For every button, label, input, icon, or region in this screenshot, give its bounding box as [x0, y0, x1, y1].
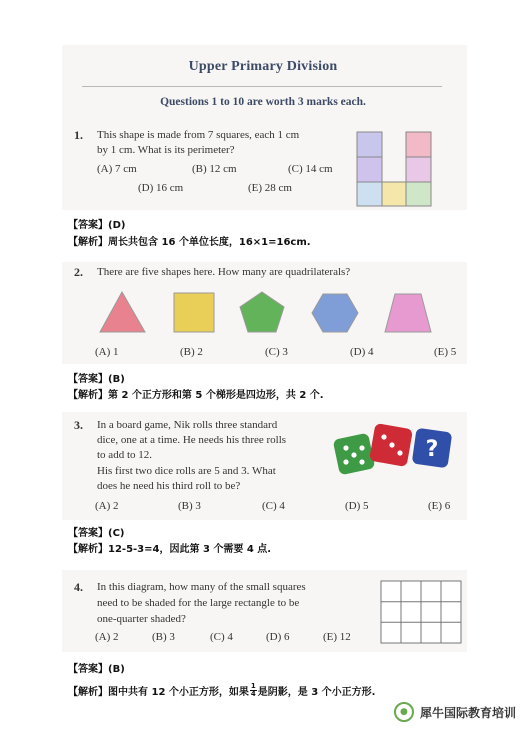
q2-answer-label: 【答案】	[68, 374, 108, 385]
q4-option-a: (A) 2	[95, 631, 119, 643]
q3-dice-figure	[332, 420, 457, 480]
green-die-icon	[333, 433, 376, 476]
q1-answer-label: 【答案】	[68, 220, 108, 231]
q2-analysis-text: 第 2 个正方形和第 5 个梯形是四边形，共 2 个.	[108, 390, 324, 401]
q4-number: 4.	[74, 580, 83, 594]
q3-answer	[68, 524, 124, 539]
fraction-numerator: 1	[250, 682, 256, 690]
q1-answer-value: (D)	[108, 220, 126, 231]
section-subtitle: Questions 1 to 10 are worth 3 marks each.	[160, 96, 366, 108]
q4-text-line-1: In this diagram, how many of the small squares	[97, 581, 306, 593]
q3-option-a: (A) 2	[95, 500, 119, 512]
q4-option-c: (C) 4	[210, 631, 233, 643]
pentagon-shape	[240, 292, 284, 332]
q1-analysis-label: 【解析】	[68, 237, 108, 248]
q2-shapes	[90, 288, 450, 338]
q2-analysis	[68, 386, 324, 401]
division-title: Upper Primary Division	[188, 59, 338, 74]
q4-text-line-3: one-quarter shaded?	[97, 613, 186, 625]
q2-option-a: (A) 1	[95, 346, 119, 358]
q3-analysis-label: 【解析】	[68, 544, 108, 555]
q3-option-c: (C) 4	[262, 500, 285, 512]
q4-option-b: (B) 3	[152, 631, 175, 643]
q4-option-e: (E) 12	[323, 631, 351, 643]
q2-option-e: (E) 5	[434, 346, 457, 358]
q2-option-c: (C) 3	[265, 346, 288, 358]
q4-analysis	[68, 683, 376, 698]
q1-option-b: (B) 12 cm	[192, 163, 237, 175]
svg-text:?: ?	[425, 437, 439, 462]
q3-text-line-5: does he need his third roll to be?	[97, 480, 241, 492]
title-rule	[82, 86, 442, 87]
q2-analysis-label: 【解析】	[68, 390, 108, 401]
q4-analysis-text-post: 是阴影，是 3 个小正方形.	[257, 687, 376, 698]
q4-analysis-label: 【解析】	[68, 687, 108, 698]
q1-analysis	[68, 233, 311, 248]
q3-analysis-text: 12-5-3=4，因此第 3 个需要 4 点.	[108, 544, 272, 555]
q2-text: There are five shapes here. How many are quadrilaterals?	[97, 266, 351, 278]
q2-option-d: (D) 4	[350, 346, 374, 358]
q4-grid-figure	[380, 580, 462, 644]
q3-analysis	[68, 540, 271, 555]
q3-text-line-1: In a board game, Nik rolls three standard	[97, 419, 278, 431]
square-shape	[174, 293, 214, 332]
q3-option-b: (B) 3	[178, 500, 201, 512]
q1-number: 1.	[74, 128, 83, 142]
q3-text-line-3: to add to 12.	[97, 449, 152, 461]
q4-option-d: (D) 6	[266, 631, 290, 643]
q1-option-a: (A) 7 cm	[97, 163, 137, 175]
q3-number: 3.	[74, 418, 83, 432]
trapezoid-shape	[385, 294, 431, 332]
red-die-icon	[369, 423, 413, 467]
q1-option-e: (E) 28 cm	[248, 182, 292, 194]
q4-analysis-fraction	[250, 683, 257, 698]
q3-text-line-2: dice, one at a time. He needs his three rolls	[97, 434, 287, 446]
q1-option-d: (D) 16 cm	[138, 182, 184, 194]
q1-shape-figure	[356, 131, 432, 207]
q1-answer	[68, 216, 125, 231]
blue-mystery-die-icon	[412, 428, 453, 469]
q3-option-e: (E) 6	[428, 500, 451, 512]
q3-option-d: (D) 5	[345, 500, 369, 512]
footer-brand	[394, 702, 516, 722]
q4-answer-value: (B)	[108, 664, 125, 675]
footer-brand-text: 犀牛国际教育培训	[419, 705, 516, 720]
wechat-logo-icon: ●	[394, 702, 414, 722]
q4-answer	[68, 660, 125, 675]
q1-text-line-1: This shape is made from 7 squares, each 1 cm	[97, 129, 300, 141]
q3-text-line-4: His first two dice rolls are 5 and 3. What	[97, 465, 276, 477]
q4-analysis-text-pre: 图中共有 12 个小正方形，如果	[108, 687, 249, 698]
q2-option-b: (B) 2	[180, 346, 203, 358]
q3-answer-label: 【答案】	[68, 528, 108, 539]
q2-answer-value: (B)	[108, 374, 125, 385]
q1-option-c: (C) 14 cm	[288, 163, 333, 175]
fraction-denominator: 4	[250, 690, 256, 698]
hexagon-shape	[312, 294, 358, 332]
q4-text-line-2: need to be shaded for the large rectangle to be	[97, 597, 300, 609]
q2-number: 2.	[74, 265, 83, 279]
q2-answer	[68, 370, 125, 385]
q3-answer-value: (C)	[108, 528, 125, 539]
triangle-shape	[100, 292, 145, 332]
q1-text-line-2: by 1 cm. What is its perimeter?	[97, 144, 235, 156]
q1-analysis-text: 周长共包含 16 个单位长度，16×1=16cm.	[108, 237, 311, 248]
q4-answer-label: 【答案】	[68, 664, 108, 675]
